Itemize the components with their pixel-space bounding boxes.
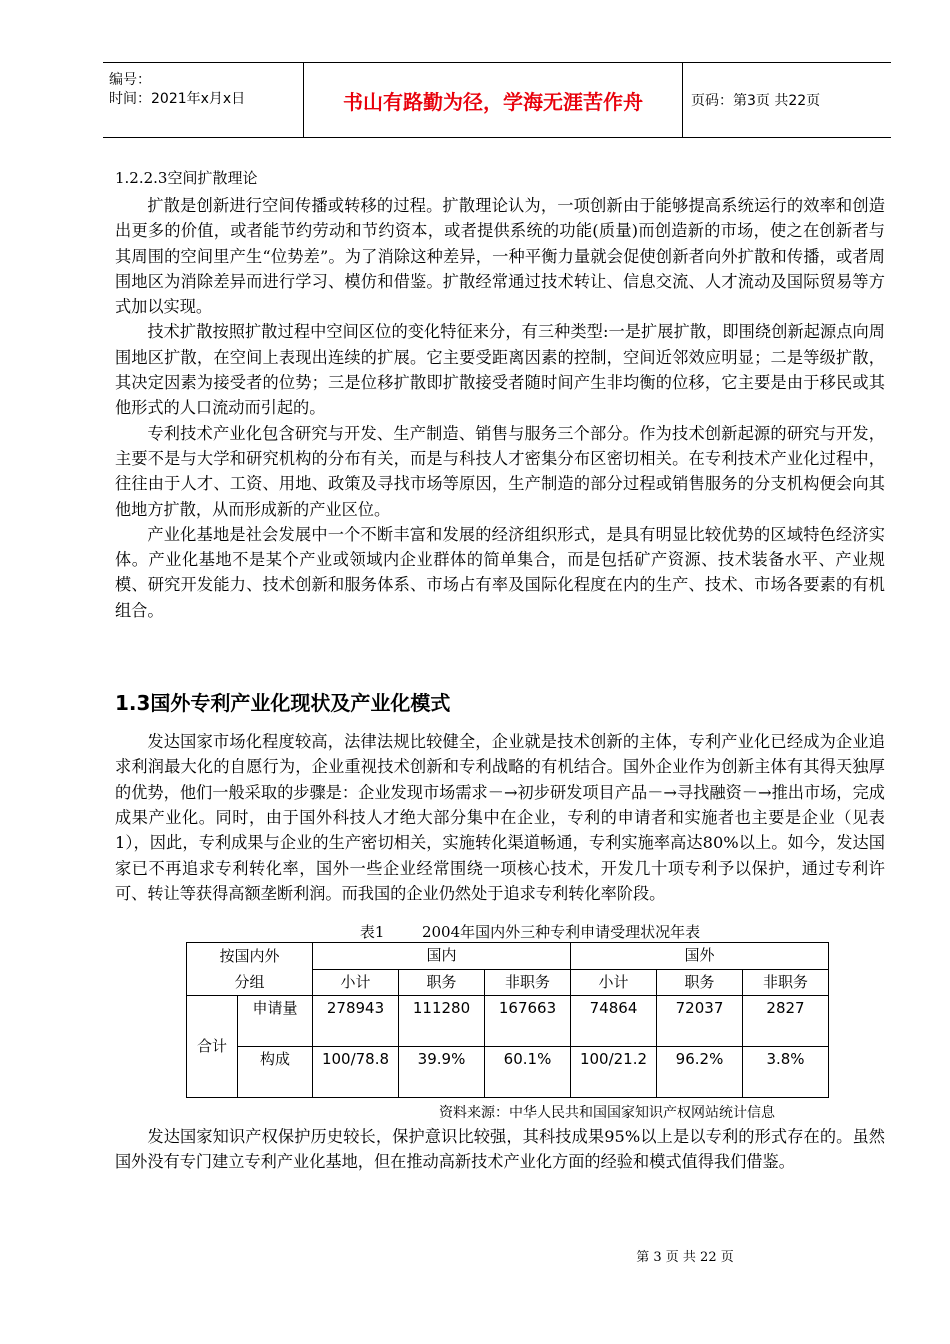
table-row bbox=[187, 943, 829, 970]
group-header-line: 分组 bbox=[234, 973, 265, 992]
paragraph: 发达国家知识产权保护历史较长，保护意识比较强，其科技成果95%以上是以专利的形式存在的。虽然国外没有专门建立专利产业化基地，但在推动高新技术产业化方面的经验和模式值得我们借鉴。 bbox=[115, 1127, 885, 1172]
table-caption-number: 表1 bbox=[359, 923, 385, 942]
paragraph: 发达国家市场化程度较高，法律法规比较健全，企业就是技术创新的主体，专利产业化已经成为企业追求利润最大化的自愿行为，企业重视技术创新和专利战略的有机结合。国外企业作为创新主体有其得天独厚的优势，他们一般采取的步骤是：企业发现市场需求－→初步研发项目产品－→寻找融资－→推出市场，完成成果产业化。同时，由于国外科技人才绝大部分集中在企业，专利的申请者和实施者也主要是企业（见表1），因此，专利成果与企业的生产密切相关，实施转化渠道畅通，专利实施率高达80%以上。如今，发达国家已不再追求专利转化率，国外一些企业经常围绕一项核心技术，开发几十项专利予以保护，通过专利许可、转让等获得高额垄断利润。而我国的企业仍然处于追求专利转化率阶段。 bbox=[115, 732, 885, 903]
paragraph: 扩散是创新进行空间传播或转移的过程。扩散理论认为，一项创新由于能够提高系统运行的效率和创造出更多的价值，或者能节约劳动和节约资本，或者提供系统的功能(质量)而创造新的市场，使之在创新者与其周围的空间里产生“位势差”。为了消除这种差异，一种平衡力量就会促使创新者向外扩散和传播，或者周围地区为消除差异而进行学习、模仿和借鉴。扩散经常通过技术转让、信息交流、人才流动及国际贸易等方式加以实现。 bbox=[115, 196, 885, 317]
subsection-title: 1.2.2.3空间扩散理论 bbox=[115, 169, 258, 187]
sub-header: 非职务 bbox=[743, 969, 829, 996]
sub-header: 职务 bbox=[657, 969, 743, 996]
table-cell: 96.2% bbox=[657, 1047, 743, 1098]
table-row bbox=[187, 1047, 829, 1098]
table-cell: 2827 bbox=[743, 996, 829, 1047]
number-label: 编号： bbox=[109, 72, 151, 88]
table-cell: 39.9% bbox=[399, 1047, 485, 1098]
paragraph: 产业化基地是社会发展中一个不断丰富和发展的经济组织形式，是具有明显比较优势的区域特色经济实体。产业化基地不是某个产业或领域内企业群体的简单集合，而是包括矿产资源、技术装备水平、产业规模、研究开发能力、技术创新和服务体系、市场占有率及国际化程度在内的生产、技术、市场各要素的有机组合。 bbox=[115, 524, 885, 620]
table-cell: 72037 bbox=[657, 996, 743, 1047]
table-caption bbox=[115, 922, 885, 942]
table-caption-text: 2004年国内外三种专利申请受理状况年表 bbox=[421, 923, 701, 942]
date-label: 时间：2021年x月x日 bbox=[109, 91, 246, 107]
sub-header: 小计 bbox=[313, 969, 399, 996]
page-footer: 第 3 页 共 22 页 bbox=[636, 1250, 734, 1265]
foreign-header: 国外 bbox=[571, 943, 829, 970]
table-cell: 100/78.8 bbox=[313, 1047, 399, 1098]
total-label: 合计 bbox=[187, 996, 238, 1098]
table-cell: 3.8% bbox=[743, 1047, 829, 1098]
source-note: 资料来源：中华人民共和国国家知识产权网站统计信息 bbox=[439, 1105, 775, 1122]
table-cell: 60.1% bbox=[485, 1047, 571, 1098]
table-row bbox=[187, 996, 829, 1047]
table-cell: 111280 bbox=[399, 996, 485, 1047]
group-header-line: 按国内外 bbox=[219, 947, 280, 966]
header-motto: 书山有路勤为径，学海无涯苦作舟 bbox=[304, 63, 683, 137]
table-group-header bbox=[187, 943, 313, 996]
patent-table bbox=[186, 942, 829, 1098]
row-label: 构成 bbox=[238, 1047, 313, 1098]
document-body bbox=[115, 167, 885, 1175]
sub-header: 非职务 bbox=[485, 969, 571, 996]
paragraph: 专利技术产业化包含研究与开发、生产制造、销售与服务三个部分。作为技术创新起源的研究与开发，主要不是与大学和研究机构的分布有关，而是与科技人才密集分布区密切相关。在专利技术产业化过程中，往往由于人才、工资、用地、政策及寻找市场等原因，生产制造的部分过程或销售服务的分支机构便会向其他地方扩散，从而形成新的产业区位。 bbox=[115, 423, 885, 519]
header-info bbox=[103, 63, 304, 137]
sub-header: 小计 bbox=[571, 969, 657, 996]
page-header bbox=[103, 62, 891, 138]
table-cell: 100/21.2 bbox=[571, 1047, 657, 1098]
domestic-header: 国内 bbox=[313, 943, 571, 970]
section-title: 1.3国外专利产业化现状及产业化模式 bbox=[115, 691, 451, 716]
table-cell: 167663 bbox=[485, 996, 571, 1047]
table-cell: 278943 bbox=[313, 996, 399, 1047]
sub-header: 职务 bbox=[399, 969, 485, 996]
paragraph: 技术扩散按照扩散过程中空间区位的变化特征来分，有三种类型:一是扩展扩散，即围绕创新起源点向周围地区扩散，在空间上表现出连续的扩展。它主要受距离因素的控制，空间近邻效应明显；二是等级扩散，其决定因素为接受者的位势；三是位移扩散即扩散接受者随时间产生非均衡的位移，它主要是由于移民或其他形式的人口流动而引起的。 bbox=[115, 322, 885, 418]
table-cell: 74864 bbox=[571, 996, 657, 1047]
header-page-label: 页码：第3页 共22页 bbox=[691, 93, 821, 109]
row-label: 申请量 bbox=[238, 996, 313, 1047]
